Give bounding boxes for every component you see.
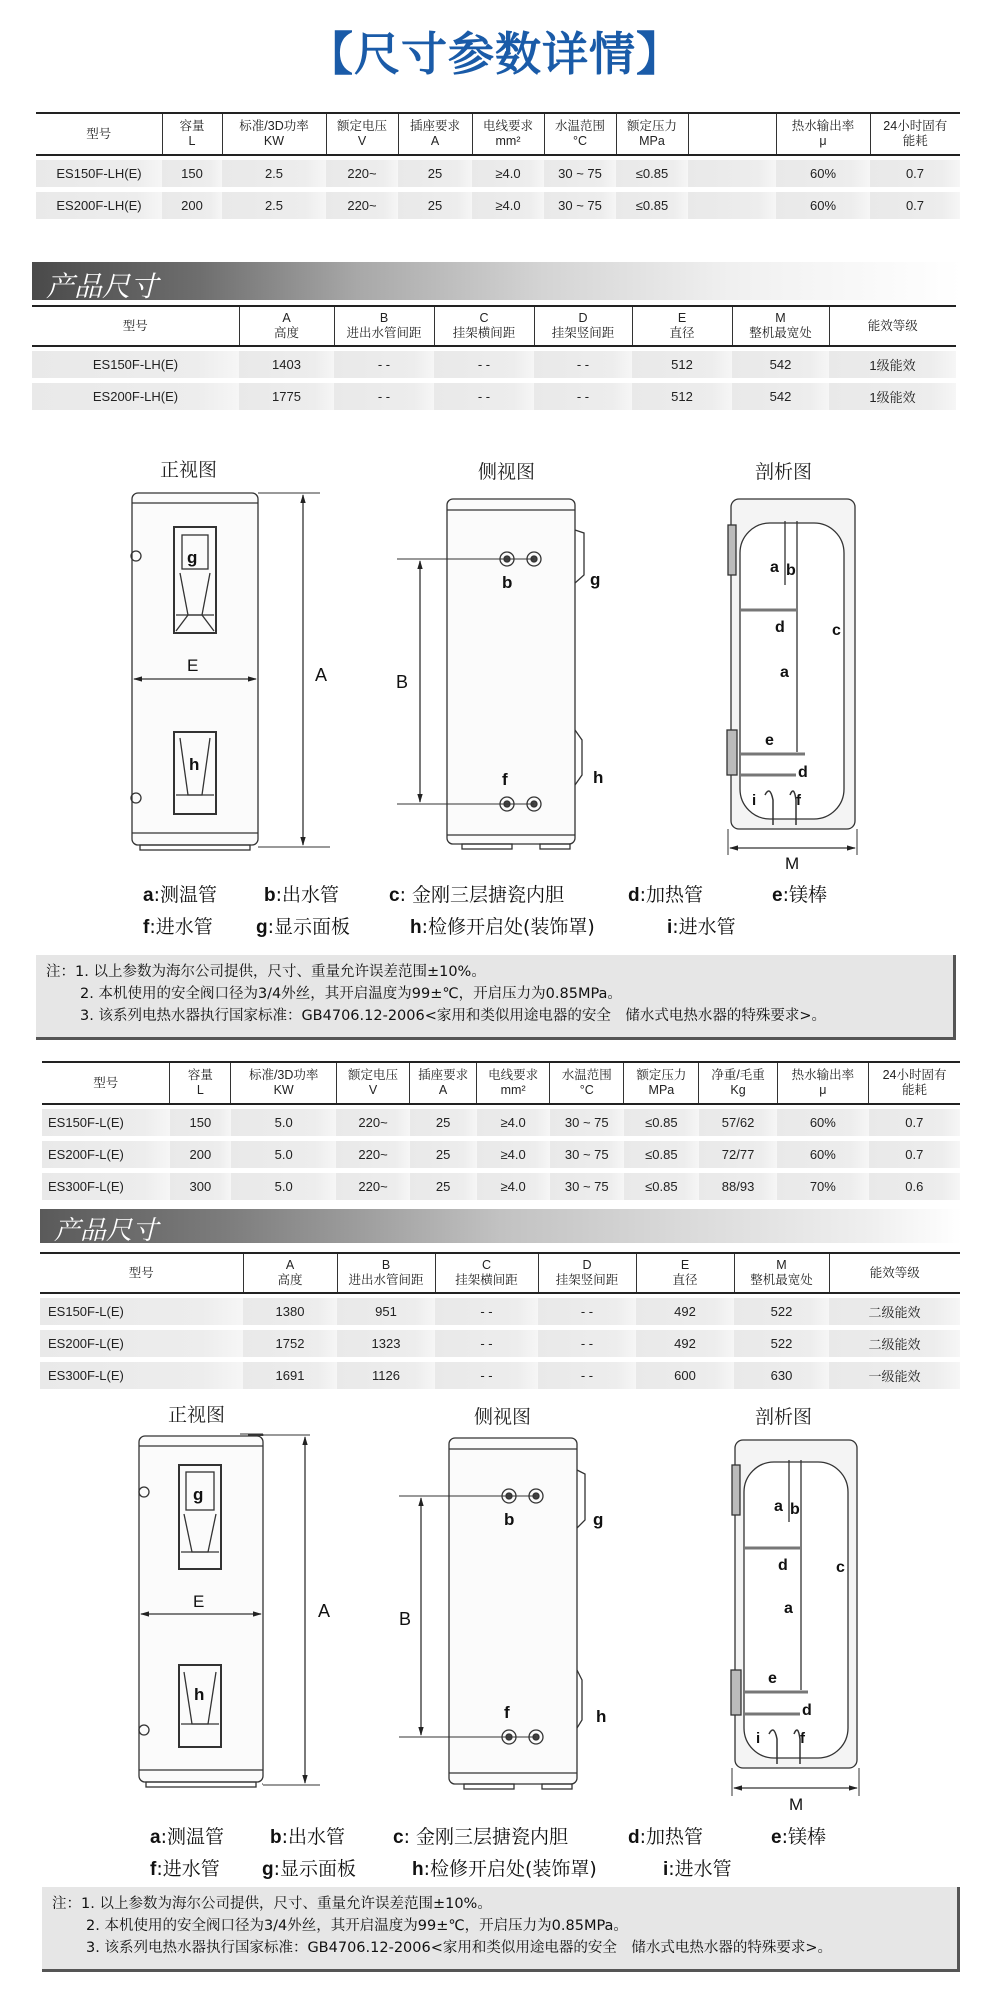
col-header-wire: 电线要求 mm² <box>477 1062 550 1104</box>
cell: ≤0.85 <box>624 1141 699 1168</box>
cell: 220~ <box>336 1141 409 1168</box>
col-header-voltage: 额定电压 V <box>336 1062 409 1104</box>
col-header-diameter-e: E 直径 <box>636 1253 734 1293</box>
col-header-bracket-d: D 挂架竖间距 <box>538 1253 636 1293</box>
cell: - - <box>538 1330 636 1357</box>
col-header-capacity: 容量 L <box>162 113 222 155</box>
section-banner-product-size <box>32 262 962 303</box>
col-header-width-m: M 整机最宽处 <box>732 306 829 346</box>
col-header-output-rate: 热水输出率 μ <box>777 1062 868 1104</box>
col-header-output-rate: 热水输出率 μ <box>776 113 870 155</box>
front-view-drawing <box>139 1434 320 1787</box>
cell: 0.7 <box>869 1109 960 1136</box>
marker-a-mid: a <box>780 664 789 681</box>
cell: ≥4.0 <box>477 1141 550 1168</box>
cell: 5.0 <box>231 1141 337 1168</box>
table-row <box>42 1141 960 1168</box>
col-header-voltage: 额定电压 V <box>326 113 398 155</box>
marker-M: M <box>789 1795 804 1810</box>
legend-item-d: d:加热管 <box>628 884 704 906</box>
col-header-temp-range: 水温范围 °C <box>550 1062 624 1104</box>
side-view-drawing <box>397 499 584 849</box>
marker-B: B <box>396 672 409 692</box>
col-header-pressure: 额定压力 MPa <box>624 1062 699 1104</box>
cell: ≥4.0 <box>472 160 544 187</box>
legend-item-b: b:出水管 <box>270 1826 346 1848</box>
cell: 25 <box>398 192 472 219</box>
legend-item-h: h:检修开启处(装饰罩) <box>412 1858 597 1880</box>
cell: 60% <box>777 1141 868 1168</box>
marker-M: M <box>785 854 800 873</box>
legend-item-a: a:测温管 <box>150 1826 224 1848</box>
cell: - - <box>435 1298 538 1325</box>
cell: 30 ~ 75 <box>550 1173 624 1200</box>
cell-model: ES150F-L(E) <box>42 1109 170 1136</box>
cell-model: ES150F-L(E) <box>40 1298 243 1325</box>
label-section-view: 剖析图 <box>755 1406 813 1428</box>
cell: 30 ~ 75 <box>544 160 616 187</box>
cell: 542 <box>732 351 829 378</box>
cell: 1403 <box>239 351 334 378</box>
cell: ≤0.85 <box>624 1173 699 1200</box>
col-header-width-m: M 整机最宽处 <box>734 1253 829 1293</box>
marker-i: i <box>756 1730 761 1747</box>
section-banner-product-size-2 <box>40 1209 962 1246</box>
cell: 60% <box>776 192 870 219</box>
col-header-pipe-b: B 进出水管间距 <box>334 306 434 346</box>
cell <box>688 160 776 187</box>
marker-h-side: h <box>596 1707 607 1726</box>
cell: 150 <box>170 1109 231 1136</box>
cell: 512 <box>632 383 732 410</box>
marker-e: e <box>768 1670 777 1687</box>
legend-2 <box>0 1822 990 1882</box>
cell-model: ES200F-L(E) <box>40 1330 243 1357</box>
marker-b: b <box>502 573 513 592</box>
cell: 2.5 <box>222 192 326 219</box>
marker-g-side: g <box>590 570 601 589</box>
table-row <box>32 351 956 378</box>
cell: 1380 <box>243 1298 337 1325</box>
notes-box-2 <box>42 1887 960 1972</box>
diagram-set-1 <box>0 455 990 875</box>
marker-h-side: h <box>593 768 604 787</box>
legend-item-e: e:镁棒 <box>771 1826 826 1848</box>
legend-item-i: i:进水管 <box>667 916 736 938</box>
cell: 0.7 <box>870 192 960 219</box>
cell: 70% <box>777 1173 868 1200</box>
cell: - - <box>538 1298 636 1325</box>
cell: 1323 <box>337 1330 435 1357</box>
marker-E: E <box>187 656 199 675</box>
cell-model: ES200F-LH(E) <box>36 192 162 219</box>
cell: 5.0 <box>231 1173 337 1200</box>
marker-a-top: a <box>774 1498 783 1515</box>
marker-B: B <box>399 1609 412 1629</box>
cell: 57/62 <box>699 1109 777 1136</box>
cell: 600 <box>636 1362 734 1389</box>
table-header-row <box>42 1062 960 1104</box>
section-view-drawing <box>727 499 857 855</box>
note-line-3: 3. 该系列电热水器执行国家标准：GB4706.12-2006<家用和类似用途电器的安全 储水式电热水器的特殊要求>。 <box>86 1940 833 1956</box>
col-header-pressure: 额定压力 MPa <box>616 113 688 155</box>
col-header-weight: 净重/毛重 Kg <box>699 1062 777 1104</box>
cell-model: ES300F-L(E) <box>42 1173 170 1200</box>
marker-a-mid: a <box>784 1600 793 1617</box>
table-row <box>32 383 956 410</box>
cell: 1775 <box>239 383 334 410</box>
cell: 1752 <box>243 1330 337 1357</box>
col-header-power: 标准/3D功率 KW <box>222 113 326 155</box>
legend-item-c: c: 金刚三层搪瓷内胆 <box>393 1826 569 1848</box>
col-header-bracket-d: D 挂架竖间距 <box>534 306 632 346</box>
table-row <box>40 1330 960 1357</box>
col-header-socket: 插座要求 A <box>410 1062 477 1104</box>
cell: - - <box>334 351 434 378</box>
page-title: 【尺寸参数详情】 <box>307 27 683 81</box>
marker-f-sec: f <box>796 792 801 809</box>
cell: 220~ <box>336 1109 409 1136</box>
cell: - - <box>534 351 632 378</box>
cell: 522 <box>734 1330 829 1357</box>
table-row <box>42 1109 960 1136</box>
legend-item-c: c: 金刚三层搪瓷内胆 <box>389 884 565 906</box>
cell-model: ES200F-L(E) <box>42 1141 170 1168</box>
marker-f-sec: f <box>800 1730 805 1747</box>
cell: 492 <box>636 1298 734 1325</box>
cell: 60% <box>777 1109 868 1136</box>
col-header-energy-24h: 24小时固有 能耗 <box>869 1062 960 1104</box>
marker-E: E <box>193 1592 205 1611</box>
col-header-pipe-b: B 进出水管间距 <box>337 1253 435 1293</box>
spec-table-2 <box>42 1061 960 1200</box>
cell: 0.6 <box>869 1173 960 1200</box>
table-row <box>42 1173 960 1200</box>
table-row <box>36 160 960 187</box>
dimension-table-2 <box>40 1252 960 1389</box>
cell: 25 <box>410 1109 477 1136</box>
heater-drawings <box>0 455 990 875</box>
col-header-diameter-e: E 直径 <box>632 306 732 346</box>
cell: 二级能效 <box>829 1330 960 1357</box>
cell: - - <box>334 383 434 410</box>
col-header-bracket-c: C 挂架横间距 <box>434 306 534 346</box>
marker-b-sec: b <box>786 562 796 579</box>
table-row <box>40 1298 960 1325</box>
cell: 60% <box>776 160 870 187</box>
col-header-model: 型号 <box>86 126 112 141</box>
col-header-power: 标准/3D功率 KW <box>231 1062 337 1104</box>
legend-item-f: f:进水管 <box>143 916 213 938</box>
marker-g-side: g <box>593 1510 604 1529</box>
cell: 一级能效 <box>829 1362 960 1389</box>
cell-model: ES150F-LH(E) <box>36 160 162 187</box>
cell: 630 <box>734 1362 829 1389</box>
marker-g: g <box>187 548 198 567</box>
col-header-energy-24h: 24小时固有 能耗 <box>870 113 960 155</box>
cell: - - <box>435 1330 538 1357</box>
marker-c: c <box>836 1559 845 1576</box>
cell: 30 ~ 75 <box>544 192 616 219</box>
marker-f: f <box>504 1703 510 1722</box>
col-header-model: 型号 <box>122 318 148 333</box>
legend-item-g: g:显示面板 <box>262 1858 357 1880</box>
note-line-2: 2. 本机使用的安全阀口径为3/4外丝，其开启温度为99±℃，开启压力为0.85MPa。 <box>80 986 622 1002</box>
spec-table-1 <box>36 112 960 219</box>
col-header-capacity: 容量 L <box>170 1062 231 1104</box>
col-header-socket: 插座要求 A <box>398 113 472 155</box>
legend-item-h: h:检修开启处(装饰罩) <box>410 916 595 938</box>
label-front-view: 正视图 <box>168 1404 226 1426</box>
col-header-height-a: A 高度 <box>239 306 334 346</box>
label-side-view: 侧视图 <box>478 461 536 483</box>
cell: - - <box>435 1362 538 1389</box>
legend-item-a: a:测温管 <box>143 884 217 906</box>
cell: ≥4.0 <box>477 1109 550 1136</box>
marker-g: g <box>193 1485 204 1504</box>
marker-c: c <box>832 622 841 639</box>
marker-d-bot: d <box>802 1702 812 1719</box>
marker-f: f <box>502 770 508 789</box>
heater-drawings <box>0 1400 990 1810</box>
cell: 1691 <box>243 1362 337 1389</box>
table-row <box>40 1362 960 1389</box>
cell: - - <box>434 383 534 410</box>
cell: 200 <box>162 192 222 219</box>
cell: 522 <box>734 1298 829 1325</box>
table-header-row <box>36 113 960 155</box>
legend-item-d: d:加热管 <box>628 1826 704 1848</box>
marker-d-bot: d <box>798 764 808 781</box>
cell: 300 <box>170 1173 231 1200</box>
cell: 220~ <box>326 192 398 219</box>
cell: ≤0.85 <box>616 160 688 187</box>
cell: ≥4.0 <box>477 1173 550 1200</box>
note-line-1: 注：1. 以上参数为海尔公司提供，尺寸、重量允许误差范围±10%。 <box>52 1896 492 1912</box>
cell: 二级能效 <box>829 1298 960 1325</box>
cell: 1级能效 <box>829 383 956 410</box>
front-view-drawing <box>131 493 330 850</box>
legend-1 <box>0 880 990 940</box>
notes-box-1 <box>36 955 956 1040</box>
dimension-table-1 <box>32 305 956 410</box>
col-header-wire: 电线要求 mm² <box>472 113 544 155</box>
cell: 1级能效 <box>829 351 956 378</box>
cell: - - <box>434 351 534 378</box>
col-header-model: 型号 <box>128 1265 154 1280</box>
cell: - - <box>538 1362 636 1389</box>
marker-d-top: d <box>778 1557 788 1574</box>
col-header-efficiency: 能效等级 <box>829 306 956 346</box>
legend-item-b: b:出水管 <box>264 884 340 906</box>
banner-label: 产品尺寸 <box>46 270 159 303</box>
marker-d-top: d <box>775 619 785 636</box>
cell: 951 <box>337 1298 435 1325</box>
marker-h: h <box>194 1685 205 1704</box>
banner-label: 产品尺寸 <box>54 1216 159 1246</box>
col-header-model: 型号 <box>93 1075 119 1090</box>
cell: 220~ <box>326 160 398 187</box>
cell: 1126 <box>337 1362 435 1389</box>
table-header-row <box>32 306 956 346</box>
legend-item-e: e:镁棒 <box>772 884 827 906</box>
note-line-1: 注：1. 以上参数为海尔公司提供，尺寸、重量允许误差范围±10%。 <box>46 964 486 980</box>
label-front-view: 正视图 <box>160 459 218 481</box>
cell: 0.7 <box>869 1141 960 1168</box>
cell: 542 <box>732 383 829 410</box>
cell-model: ES150F-LH(E) <box>32 351 239 378</box>
cell: 88/93 <box>699 1173 777 1200</box>
marker-b: b <box>504 1510 515 1529</box>
cell-model: ES300F-L(E) <box>40 1362 243 1389</box>
col-header-temp-range: 水温范围 °C <box>544 113 616 155</box>
cell: ≤0.85 <box>616 192 688 219</box>
cell: 25 <box>398 160 472 187</box>
legend-item-f: f:进水管 <box>150 1858 220 1880</box>
cell: 200 <box>170 1141 231 1168</box>
cell: 25 <box>410 1141 477 1168</box>
cell-model: ES200F-LH(E) <box>32 383 239 410</box>
cell: 492 <box>636 1330 734 1357</box>
table-header-row <box>40 1253 960 1293</box>
label-section-view: 剖析图 <box>755 461 813 483</box>
cell: 25 <box>410 1173 477 1200</box>
cell: 220~ <box>336 1173 409 1200</box>
cell: 72/77 <box>699 1141 777 1168</box>
col-header-empty <box>688 113 776 155</box>
note-line-2: 2. 本机使用的安全阀口径为3/4外丝，其开启温度为99±℃，开启压力为0.85MPa。 <box>86 1918 628 1934</box>
cell: 0.7 <box>870 160 960 187</box>
col-header-bracket-c: C 挂架横间距 <box>435 1253 538 1293</box>
marker-e: e <box>765 732 774 749</box>
label-side-view: 侧视图 <box>474 1406 532 1428</box>
marker-i: i <box>752 792 757 809</box>
cell <box>688 192 776 219</box>
note-line-3: 3. 该系列电热水器执行国家标准：GB4706.12-2006<家用和类似用途电器的安全 储水式电热水器的特殊要求>。 <box>80 1008 827 1024</box>
marker-b-sec: b <box>790 1501 800 1518</box>
cell: 30 ~ 75 <box>550 1141 624 1168</box>
table-row <box>36 192 960 219</box>
diagram-set-2 <box>0 1400 990 1810</box>
legend-item-i: i:进水管 <box>663 1858 732 1880</box>
cell: 30 ~ 75 <box>550 1109 624 1136</box>
cell: 2.5 <box>222 160 326 187</box>
col-header-height-a: A 高度 <box>243 1253 337 1293</box>
cell: 512 <box>632 351 732 378</box>
cell: 150 <box>162 160 222 187</box>
marker-h: h <box>189 755 200 774</box>
cell: 5.0 <box>231 1109 337 1136</box>
cell: ≥4.0 <box>472 192 544 219</box>
col-header-efficiency: 能效等级 <box>829 1253 960 1293</box>
marker-A: A <box>318 1601 331 1621</box>
legend-item-g: g:显示面板 <box>256 916 351 938</box>
cell: - - <box>534 383 632 410</box>
side-view-drawing <box>399 1438 585 1789</box>
cell: ≤0.85 <box>624 1109 699 1136</box>
marker-a-top: a <box>770 559 779 576</box>
marker-A: A <box>315 665 328 685</box>
section-view-drawing <box>731 1440 859 1796</box>
